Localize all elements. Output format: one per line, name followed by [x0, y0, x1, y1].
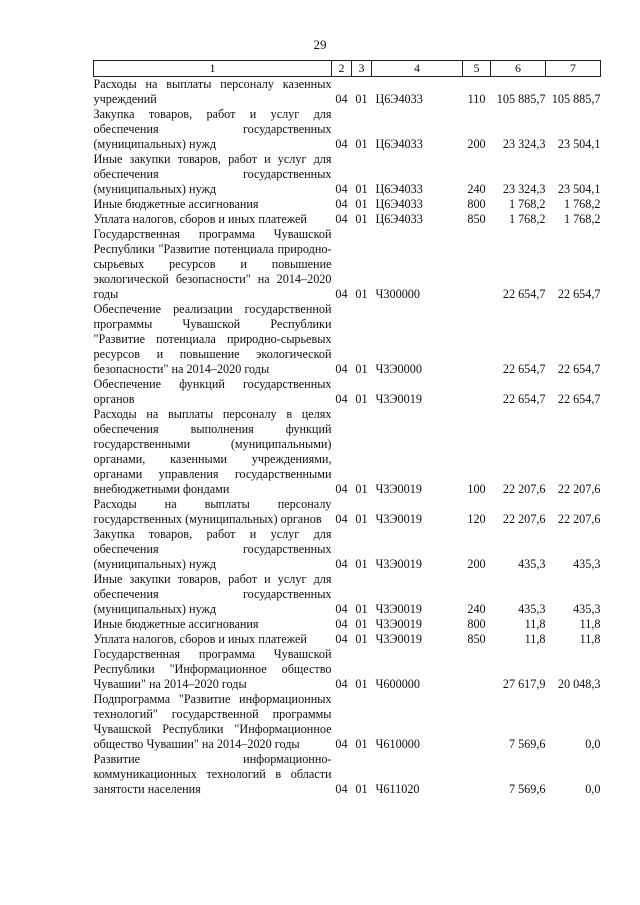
- subsection-code: 01: [355, 362, 368, 376]
- amount-year-1: 22 207,6: [502, 512, 546, 526]
- subsection-code: 01: [355, 197, 368, 211]
- amount-year-2: 20 048,3: [557, 677, 601, 691]
- row-description: Уплата налогов, сборов и иных платежей: [93, 632, 307, 646]
- subsection-code: 01: [355, 632, 368, 646]
- table-row: [94, 107, 601, 152]
- target-article-code: Ч610000: [375, 737, 420, 751]
- amount-year-1: 11,8: [524, 632, 546, 646]
- row-description: Иные закупки товаров, работ и услуг для обеспечения государственных (муниципальных) нужд: [93, 572, 332, 616]
- table-row: [94, 212, 601, 227]
- page-number: 29: [313, 37, 327, 52]
- amount-year-2: 435,3: [573, 557, 601, 571]
- target-article-code: Ч3Э0019: [375, 632, 422, 646]
- amount-year-1: 22 207,6: [502, 482, 546, 496]
- section-code: 04: [335, 197, 348, 211]
- column-header: 4: [372, 61, 463, 77]
- subsection-code: 01: [355, 677, 368, 691]
- row-description: Государственная программа Чувашской Республики "Информационное общество Чувашии" на 2014–2020 годы: [93, 647, 332, 691]
- expense-type-code: [463, 377, 491, 407]
- section-code: 04: [335, 782, 348, 796]
- amount-year-2: 22 654,7: [557, 362, 601, 376]
- expense-type-code: [463, 692, 491, 752]
- subsection-code: 01: [355, 482, 368, 496]
- amount-year-1: 1 768,2: [508, 212, 546, 226]
- table-row: [94, 77, 601, 108]
- row-description: Государственная программа Чувашской Республики "Развитие потенциала природно-сырьевых ресурсов и повышение экологической безопасности" на 2014–2020 годы: [93, 227, 332, 301]
- section-code: 04: [335, 137, 348, 151]
- amount-year-1: 22 654,7: [502, 392, 546, 406]
- table-row: [94, 527, 601, 572]
- expense-type-code: 120: [467, 512, 486, 526]
- expense-type-code: [463, 227, 491, 302]
- target-article-code: Ч3Э0019: [375, 512, 422, 526]
- amount-year-2: 22 207,6: [557, 482, 601, 496]
- table-row: [94, 197, 601, 212]
- table-header-row: [94, 61, 601, 77]
- row-description: Подпрограмма "Развитие информационных технологий" государственной программы Чувашской Республики "Информационное общество Чувашии" на 2014–2020 годы: [93, 692, 332, 751]
- section-code: 04: [335, 617, 348, 631]
- target-article-code: Ц6Э4033: [375, 197, 423, 211]
- amount-year-2: 22 207,6: [557, 512, 601, 526]
- target-article-code: Ч3Э0019: [375, 557, 422, 571]
- subsection-code: 01: [355, 512, 368, 526]
- target-article-code: Ц6Э4033: [375, 92, 423, 106]
- expense-type-code: 850: [467, 212, 486, 226]
- amount-year-2: 11,8: [579, 617, 601, 631]
- section-code: 04: [335, 632, 348, 646]
- amount-year-2: 435,3: [573, 602, 601, 616]
- subsection-code: 01: [355, 287, 368, 301]
- amount-year-2: 11,8: [579, 632, 601, 646]
- table-row: [94, 377, 601, 407]
- target-article-code: Ч3Э0019: [375, 392, 422, 406]
- column-header: 5: [463, 61, 491, 77]
- row-description: Обеспечение реализации государственной программы Чувашской Республики "Развитие потенциала природно-сырьевых ресурсов и повышение экологической безопасности" на 2014–2020 годы: [93, 302, 332, 376]
- expense-type-code: 850: [467, 632, 486, 646]
- row-description: Иные бюджетные ассигнования: [93, 617, 259, 631]
- row-description: Обеспечение функций государственных органов: [93, 377, 332, 406]
- row-description: Иные бюджетные ассигнования: [93, 197, 259, 211]
- section-code: 04: [335, 512, 348, 526]
- expense-type-code: 100: [467, 482, 486, 496]
- amount-year-1: 11,8: [524, 617, 546, 631]
- amount-year-1: 435,3: [518, 557, 546, 571]
- subsection-code: 01: [355, 212, 368, 226]
- amount-year-1: 27 617,9: [502, 677, 546, 691]
- section-code: 04: [335, 557, 348, 571]
- amount-year-2: 0,0: [585, 782, 601, 796]
- amount-year-1: 7 569,6: [508, 782, 546, 796]
- subsection-code: 01: [355, 137, 368, 151]
- table-row: [94, 572, 601, 617]
- target-article-code: Ц6Э4033: [375, 182, 423, 196]
- amount-year-1: 23 324,3: [502, 182, 546, 196]
- column-header: 2: [332, 61, 352, 77]
- amount-year-2: 23 504,1: [557, 137, 601, 151]
- row-description: Уплата налогов, сборов и иных платежей: [93, 212, 307, 226]
- subsection-code: 01: [355, 737, 368, 751]
- target-article-code: Ч611020: [375, 782, 420, 796]
- expense-type-code: 240: [467, 182, 486, 196]
- expense-type-code: 240: [467, 602, 486, 616]
- table-row: [94, 617, 601, 632]
- row-description: Развитие информационно-коммуникационных технологий в области занятости населения: [93, 752, 332, 796]
- amount-year-1: 435,3: [518, 602, 546, 616]
- expense-type-code: [463, 647, 491, 692]
- amount-year-2: 105 885,7: [551, 92, 601, 106]
- amount-year-1: 7 569,6: [508, 737, 546, 751]
- row-description: Иные закупки товаров, работ и услуг для обеспечения государственных (муниципальных) нужд: [93, 152, 332, 196]
- section-code: 04: [335, 392, 348, 406]
- amount-year-1: 22 654,7: [502, 287, 546, 301]
- expense-type-code: [463, 302, 491, 377]
- subsection-code: 01: [355, 602, 368, 616]
- subsection-code: 01: [355, 617, 368, 631]
- subsection-code: 01: [355, 392, 368, 406]
- column-header: 7: [546, 61, 601, 77]
- amount-year-2: 1 768,2: [563, 212, 601, 226]
- amount-year-1: 1 768,2: [508, 197, 546, 211]
- expense-type-code: 800: [467, 197, 486, 211]
- subsection-code: 01: [355, 782, 368, 796]
- table-row: [94, 752, 601, 797]
- column-header: 6: [491, 61, 546, 77]
- subsection-code: 01: [355, 182, 368, 196]
- amount-year-2: 1 768,2: [563, 197, 601, 211]
- column-header: 1: [94, 61, 332, 77]
- row-description: Закупка товаров, работ и услуг для обеспечения государственных (муниципальных) нужд: [93, 107, 332, 151]
- section-code: 04: [335, 482, 348, 496]
- section-code: 04: [335, 737, 348, 751]
- table-row: [94, 152, 601, 197]
- table-row: [94, 227, 601, 302]
- section-code: 04: [335, 182, 348, 196]
- section-code: 04: [335, 602, 348, 616]
- amount-year-1: 23 324,3: [502, 137, 546, 151]
- target-article-code: Ч300000: [375, 287, 420, 301]
- row-description: Расходы на выплаты персоналу казенных учреждений: [93, 77, 332, 106]
- section-code: 04: [335, 677, 348, 691]
- row-description: Расходы на выплаты персоналу государственных (муниципальных) органов: [93, 497, 332, 526]
- target-article-code: Ч600000: [375, 677, 420, 691]
- section-code: 04: [335, 212, 348, 226]
- table-row: [94, 407, 601, 497]
- target-article-code: Ч3Э0019: [375, 482, 422, 496]
- expense-type-code: [463, 752, 491, 797]
- row-description: Расходы на выплаты персоналу в целях обеспечения выполнения функций государственными (муниципальными) органами, казенными учреждениями, органами управления государственными внебюджетными фондами: [93, 407, 332, 496]
- expense-type-code: 800: [467, 617, 486, 631]
- subsection-code: 01: [355, 557, 368, 571]
- target-article-code: Ц6Э4033: [375, 137, 423, 151]
- table-row: [94, 692, 601, 752]
- target-article-code: Ч3Э0000: [375, 362, 422, 376]
- expense-type-code: 200: [467, 137, 486, 151]
- table-row: [94, 647, 601, 692]
- target-article-code: Ч3Э0019: [375, 617, 422, 631]
- amount-year-2: 0,0: [585, 737, 601, 751]
- table-row: [94, 497, 601, 527]
- amount-year-1: 22 654,7: [502, 362, 546, 376]
- section-code: 04: [335, 362, 348, 376]
- amount-year-2: 22 654,7: [557, 287, 601, 301]
- subsection-code: 01: [355, 92, 368, 106]
- column-header: 3: [352, 61, 372, 77]
- amount-year-1: 105 885,7: [496, 92, 546, 106]
- section-code: 04: [335, 287, 348, 301]
- table-row: [94, 302, 601, 377]
- expense-type-code: 200: [467, 557, 486, 571]
- row-description: Закупка товаров, работ и услуг для обеспечения государственных (муниципальных) нужд: [93, 527, 332, 571]
- target-article-code: Ч3Э0019: [375, 602, 422, 616]
- amount-year-2: 22 654,7: [557, 392, 601, 406]
- expense-type-code: 110: [467, 92, 486, 106]
- target-article-code: Ц6Э4033: [375, 212, 423, 226]
- table-row: [94, 632, 601, 647]
- section-code: 04: [335, 92, 348, 106]
- budget-table: [93, 60, 601, 797]
- amount-year-2: 23 504,1: [557, 182, 601, 196]
